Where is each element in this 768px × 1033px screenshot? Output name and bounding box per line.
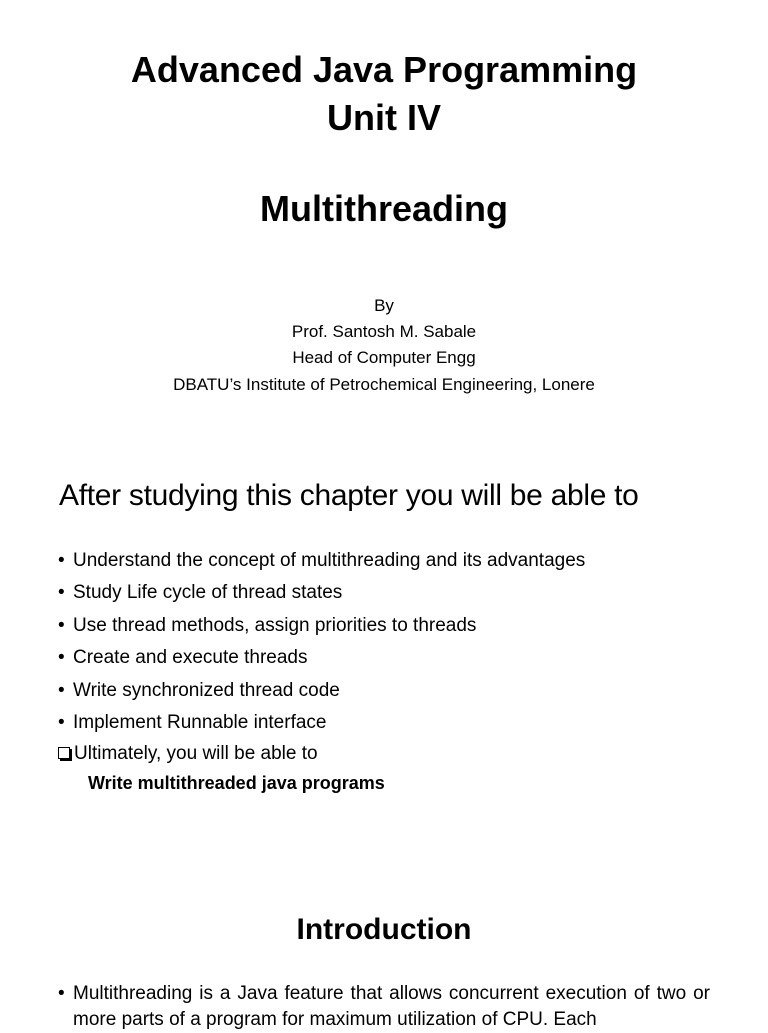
author-institute: DBATU’s Institute of Petrochemical Engineering, Lonere bbox=[173, 375, 595, 394]
list-item: • Use thread methods, assign priorities to threads bbox=[58, 610, 738, 642]
bullet-icon: • bbox=[58, 712, 65, 734]
slide-title-topic: Multithreading bbox=[260, 188, 508, 229]
objectives-list bbox=[58, 545, 738, 739]
objectives-heading: After studying this chapter you will be able to bbox=[59, 479, 639, 512]
list-item: • Study Life cycle of thread states bbox=[58, 577, 738, 609]
bullet-icon: • bbox=[58, 582, 65, 604]
ultimate-text: Ultimately, you will be able to bbox=[74, 743, 318, 764]
checkbox-bullet-icon bbox=[58, 747, 70, 759]
ultimate-item bbox=[58, 739, 318, 769]
slide-title-line2: Unit IV bbox=[327, 97, 441, 138]
introduction-paragraph bbox=[58, 981, 710, 1033]
author-role: Head of Computer Engg bbox=[292, 348, 476, 367]
bullet-icon: • bbox=[58, 983, 65, 1004]
ultimate-subtext: Write multithreaded java programs bbox=[88, 773, 385, 793]
introduction-text: Multithreading is a Java feature that allows concurrent execution of two or more parts of a program for maximum utilization of CPU. Each bbox=[73, 983, 710, 1030]
slide-title-line1: Advanced Java Programming bbox=[130, 49, 638, 90]
bullet-icon: • bbox=[58, 614, 65, 636]
introduction-heading: Introduction bbox=[296, 913, 472, 946]
bullet-icon: • bbox=[58, 647, 65, 669]
bullet-icon: • bbox=[58, 550, 65, 571]
bullet-icon: • bbox=[58, 679, 65, 701]
author-by: By bbox=[374, 296, 394, 315]
list-item: • Implement Runnable interface bbox=[58, 707, 738, 739]
list-item: • Understand the concept of multithreading and its advantages bbox=[58, 545, 738, 577]
list-item: • Write synchronized thread code bbox=[58, 675, 738, 707]
author-name: Prof. Santosh M. Sabale bbox=[291, 322, 477, 341]
list-item: • Create and execute threads bbox=[58, 642, 738, 674]
